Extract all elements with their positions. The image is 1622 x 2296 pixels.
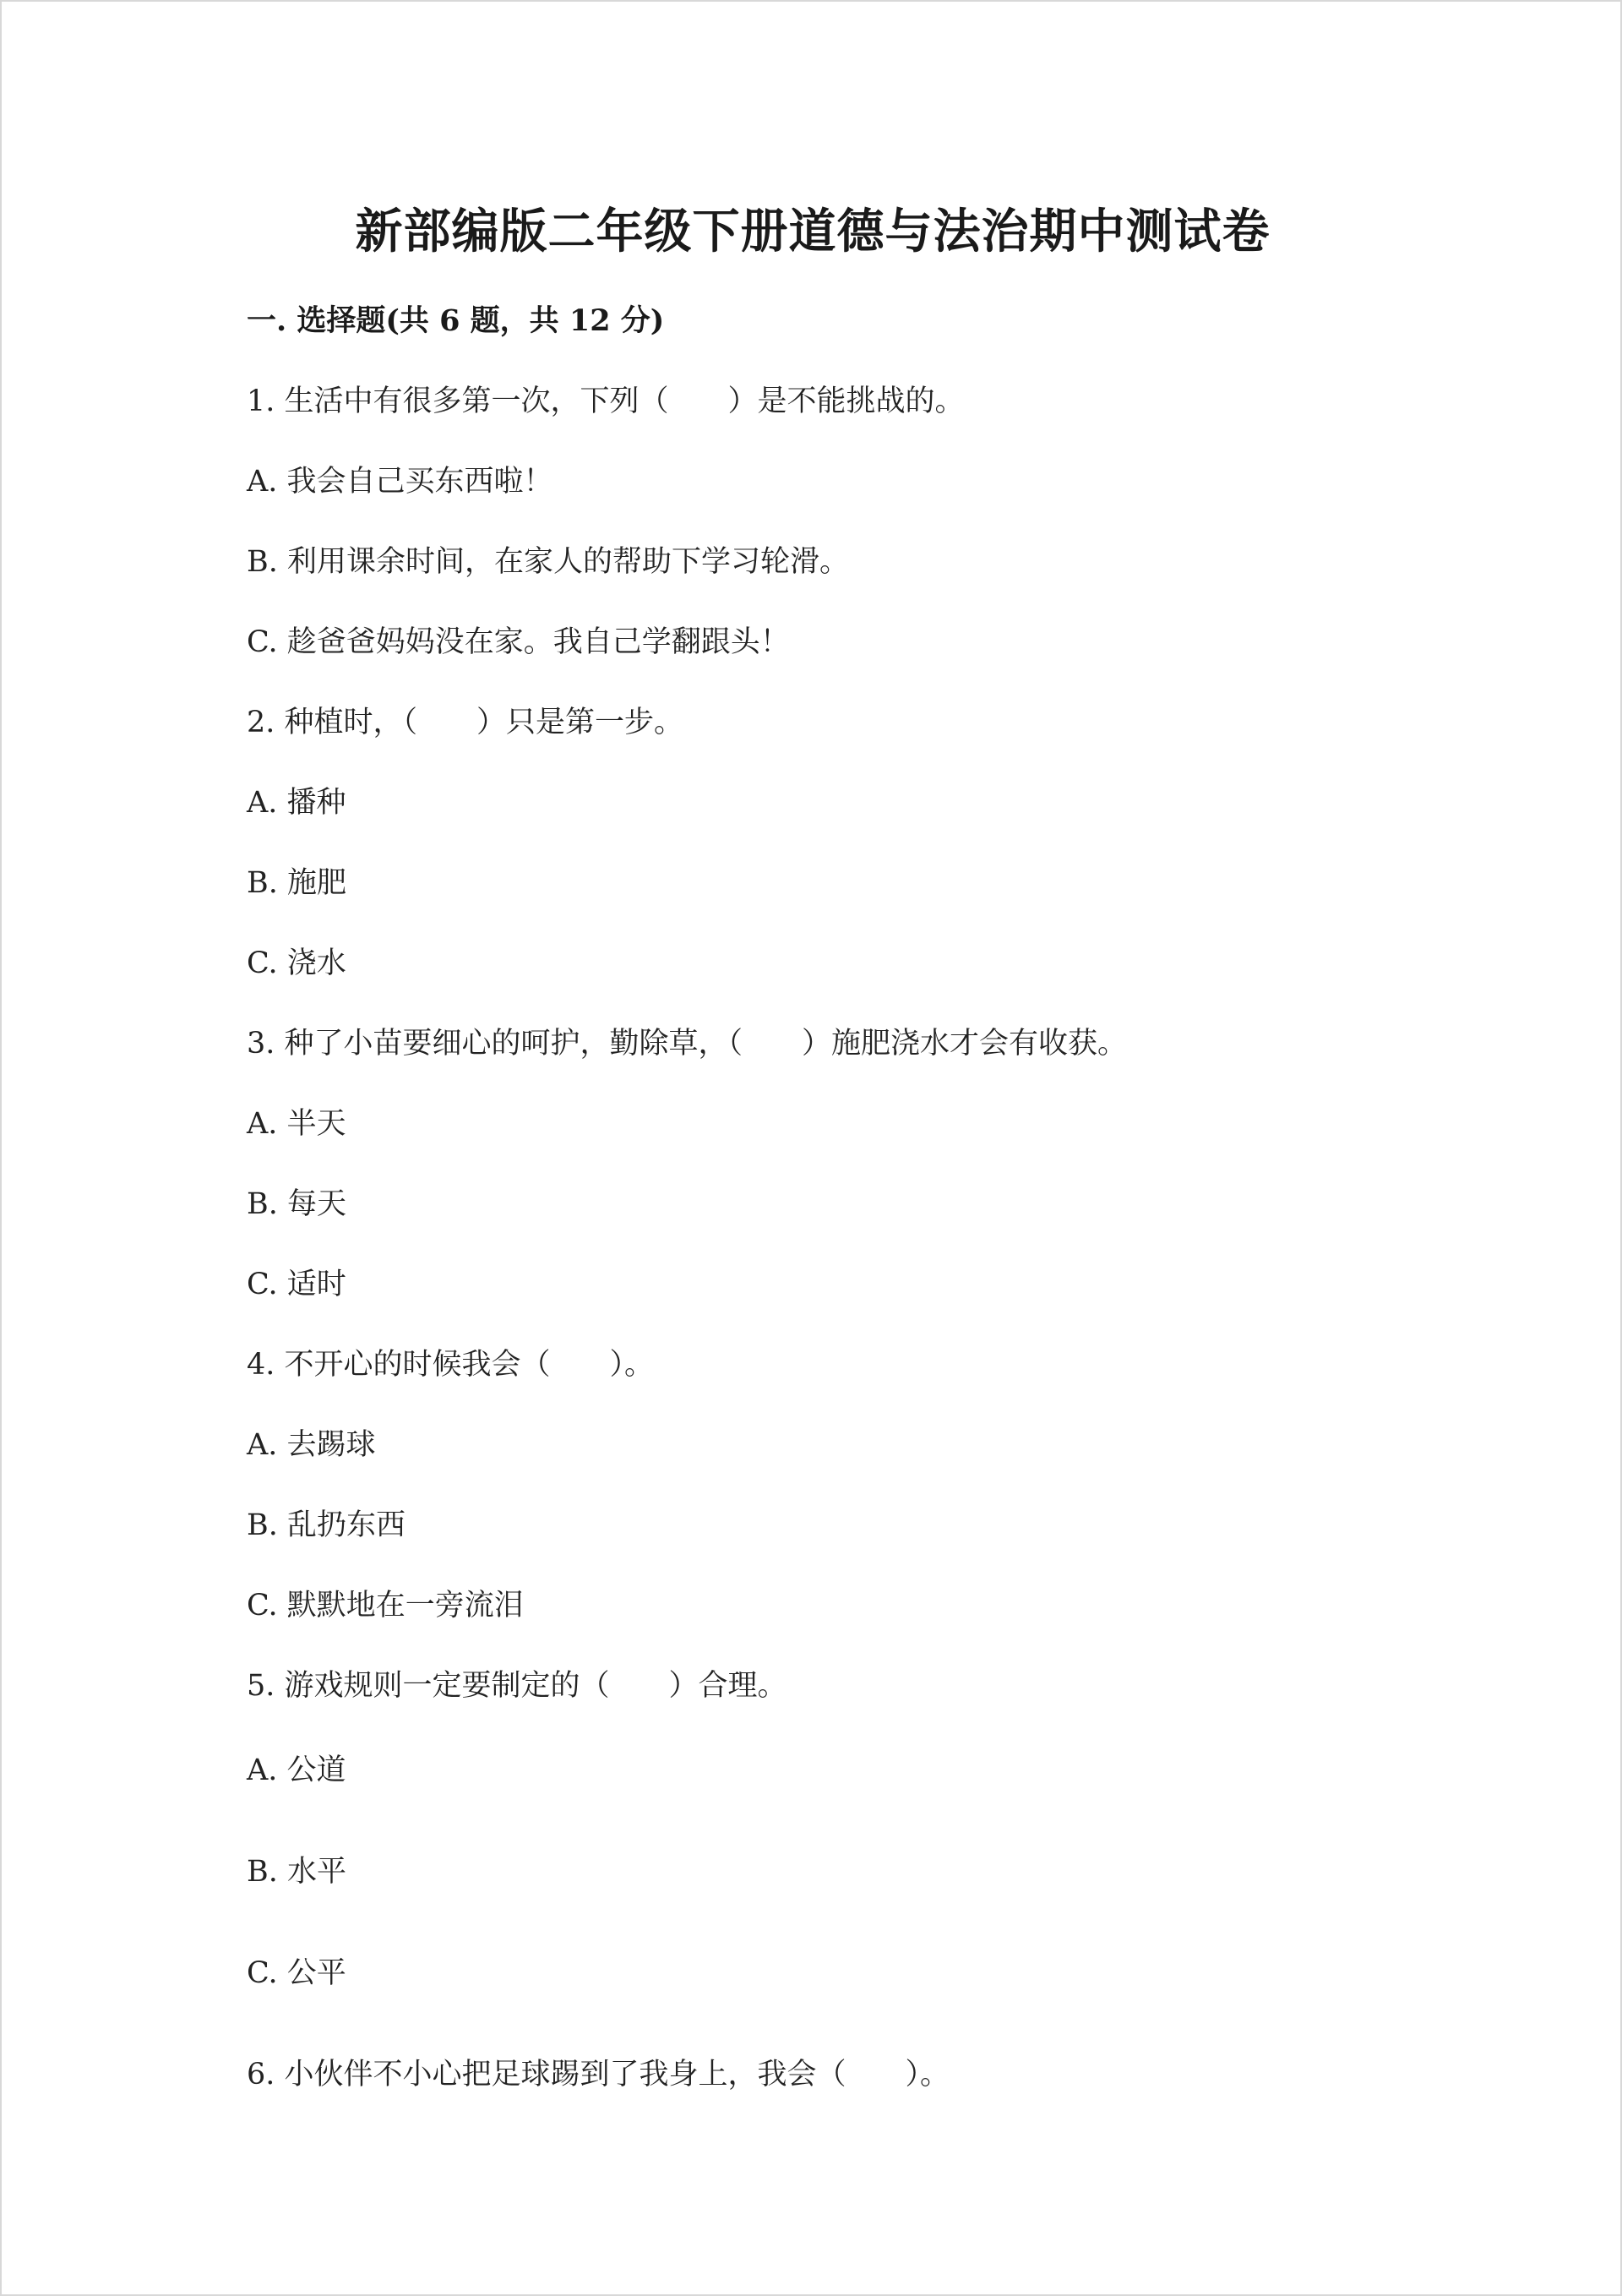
question-stem: 2. 种植时，（ ）只是第一步。 xyxy=(247,706,684,739)
answer-option: A. 去踢球 xyxy=(247,1428,376,1462)
question-stem: 1. 生活中有很多第一次，下列（ ）是不能挑战的。 xyxy=(247,384,965,418)
answer-option: C. 趁爸爸妈妈没在家。我自己学翻跟头！ xyxy=(247,625,790,659)
question-stem: 6. 小伙伴不小心把足球踢到了我身上，我会（ ）。 xyxy=(247,2058,950,2091)
question-stem: 4. 不开心的时候我会（ ）。 xyxy=(247,1348,655,1382)
answer-option: B. 每天 xyxy=(247,1187,346,1221)
answer-option: B. 水平 xyxy=(247,1855,346,1889)
question-stem: 3. 种了小苗要细心的呵护，勤除草，（ ）施肥浇水才会有收获。 xyxy=(247,1027,1128,1061)
answer-option: A. 播种 xyxy=(247,786,346,820)
answer-option: C. 适时 xyxy=(247,1268,346,1301)
question-stem: 5. 游戏规则一定要制定的（ ）合理。 xyxy=(247,1669,787,1703)
answer-option: B. 施肥 xyxy=(247,866,346,900)
page-title: 新部编版二年级下册道德与法治期中测试卷 xyxy=(355,204,1271,259)
answer-option: C. 浇水 xyxy=(247,946,346,980)
answer-option: C. 公平 xyxy=(247,1956,346,1990)
answer-option: C. 默默地在一旁流泪 xyxy=(247,1589,524,1622)
section-heading: 一. 选择题(共 6 题，共 12 分) xyxy=(247,303,665,338)
answer-option: B. 乱扔东西 xyxy=(247,1508,406,1542)
answer-option: A. 公道 xyxy=(247,1753,346,1787)
answer-option: A. 我会自己买东西啦！ xyxy=(247,465,553,499)
answer-option: B. 利用课余时间，在家人的帮助下学习轮滑。 xyxy=(247,545,849,579)
answer-option: A. 半天 xyxy=(247,1107,346,1141)
